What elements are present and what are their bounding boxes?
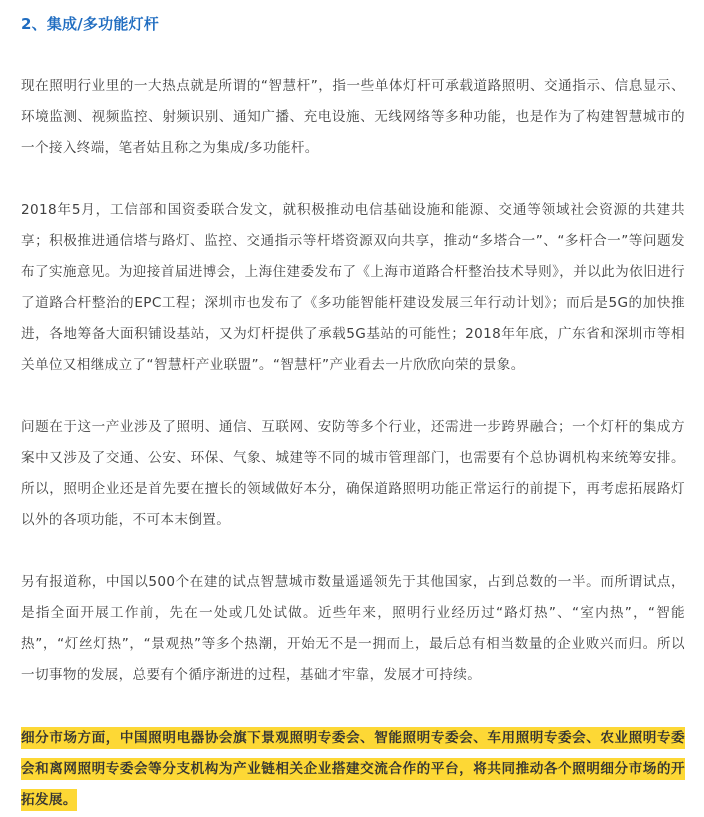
article-body — [21, 10, 685, 816]
highlighted-text: 细分市场方面，中国照明电器协会旗下景观照明专委会、智能照明专委会、车用照明专委会、农业照明专委会和离网照明专委会等分支机构为产业链相关企业搭建交流合作的平台，将共同推动各个照明细分市场的开拓发展。 — [21, 727, 685, 811]
paragraph-pilot-cities: 另有报道称，中国以500个在建的试点智慧城市数量遥遥领先于其他国家，占到总数的一半。而所谓试点，是指全面开展工作前，先在一处或几处试做。近些年来，照明行业经历过“路灯热”、“室内热”，“智能热”，“灯丝灯热”，“景观热”等多个热潮，开始无不是一拥而上，最后总有相当数量的企业败兴而归。所以一切事物的发展，总要有个循序渐进的过程，基础才牢靠，发展才可持续。 — [21, 574, 685, 683]
section-heading: 2、集成/多功能灯杆 — [21, 15, 159, 33]
paragraph-cross-industry-issue: 问题在于这一产业涉及了照明、通信、互联网、安防等多个行业，还需进一步跨界融合；一个灯杆的集成方案中又涉及了交通、公安、环保、气象、城建等不同的城市管理部门，也需要有个总协调机构来统筹安排。所以，照明企业还是首先要在擅长的领域做好本分，确保道路照明功能正常运行的前提下，再考虑拓展路灯以外的各项功能，不可本末倒置。 — [21, 419, 685, 528]
paragraph-policy-2018: 2018年5月，工信部和国资委联合发文，就积极推动电信基础设施和能源、交通等领域社会资源的共建共享；积极推进通信塔与路灯、监控、交通指示等杆塔资源双向共享，推动“多塔合一”、“多杆合一”等问题发布了实施意见。为迎接首届进博会，上海住建委发布了《上海市道路合杆整治技术导则》，并以此为依旧进行了道路合杆整治的EPC工程；深圳市也发布了《多功能智能杆建设发展三年行动计划》；而后是5G的加快推进，各地筹备大面积铺设基站，又为灯杆提供了承载5G基站的可能性；2018年年底，广东省和深圳市等相关单位又相继成立了“智慧杆产业联盟”。“智慧杆”产业看去一片欣欣向荣的景象。 — [21, 202, 685, 373]
paragraph-smart-pole-intro: 现在照明行业里的一大热点就是所谓的“智慧杆”，指一些单体灯杆可承载道路照明、交通指示、信息显示、环境监测、视频监控、射频识别、通知广播、充电设施、无线网络等多种功能，也是作为了构建智慧城市的一个接入终端，笔者姑且称之为集成/多功能杆。 — [21, 78, 685, 156]
highlighted-paragraph — [21, 723, 685, 816]
